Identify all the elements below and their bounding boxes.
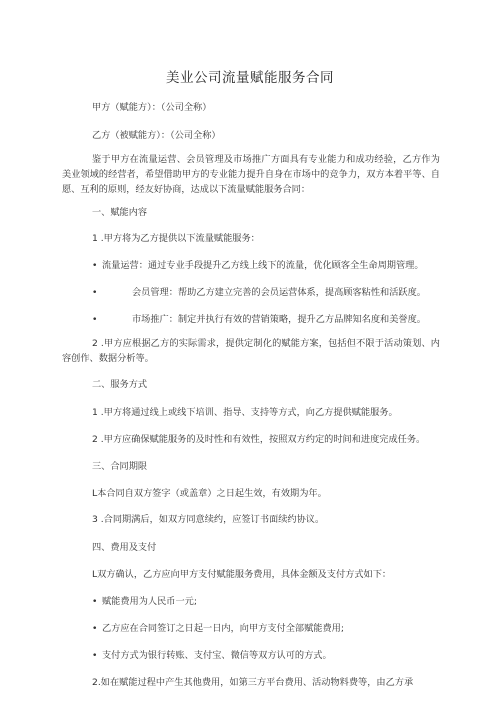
section-3-item-1: L本合同自双方签字（或盖章）之日起生效，有效期为年。 (92, 488, 327, 499)
section-1-item-1: 1 .甲方将为乙方提供以下流量赋能服务： (92, 233, 260, 244)
section-2-item-2: 2 .甲方应确保赋能服务的及时性和有效性，按照双方约定的时间和进度完成任务。 (92, 434, 426, 445)
party-a-line: 甲方（赋能方）：（公司全称） (92, 102, 212, 113)
bullet-marker: • (92, 314, 98, 325)
bullet-marker: • (92, 596, 98, 607)
bullet-text: 会员管理：帮助乙方建立完善的会员运营体系，提高顾客粘性和活跃度。 (132, 287, 426, 298)
section-1-heading: 一、赋能内容 (92, 207, 148, 218)
section-1-bullet-3 (92, 313, 426, 326)
section-1-bullet-2 (92, 286, 426, 299)
section-3-item-2: 3 .合同期满后，如双方同意续约，应签订书面续约协议。 (92, 514, 325, 525)
preamble-paragraph: 鉴于甲方在流量运营、会员管理及市场推广方面具有专业能力和成功经验，乙方作为美业领域的经营者，希望借助甲方的专业能力提升自身在市场中的竞争力，双方本着平等、自愿、互利的原则，经友好协商，达成以下流量赋能服务合同： (62, 154, 440, 195)
party-b-line: 乙方（被赋能方）：（公司全称） (92, 130, 221, 141)
section-2-item-1: 1 .甲方将通过线上或线下培训、指导、支持等方式，向乙方提供赋能服务。 (92, 407, 398, 418)
bullet-marker: • (92, 287, 98, 298)
bullet-text: 乙方应在合同签订之日起一日内，向甲方支付全部赋能费用; (102, 623, 344, 634)
section-1-item-2: 2 .甲方应根据乙方的实际需求，提供定制化的赋能方案，包括但不限于活动策划、内容创作、数据分析等。 (62, 338, 440, 364)
bullet-text: 市场推广：制定并执行有效的营销策略，提升乙方品牌知名度和美誉度。 (132, 314, 426, 325)
bullet-marker: • (92, 623, 98, 634)
section-1-bullet-1 (92, 259, 424, 272)
bullet-text: 赋能费用为人民币一元; (102, 596, 197, 607)
bullet-marker: • (92, 650, 98, 661)
bullet-text: 支付方式为银行转账、支付宝、微信等双方认可的方式。 (102, 650, 332, 661)
section-4-bullet-2 (92, 622, 344, 635)
section-3-heading: 三、合同期限 (92, 461, 148, 472)
section-4-item-2: 2.如在赋能过程中产生其他费用，如第三方平台费用、活动物料费等，由乙方承 (92, 677, 414, 688)
page-title: 美业公司流量赋能服务合同 (166, 70, 334, 86)
bullet-text: 流量运营：通过专业手段提升乙方线上线下的流量，优化顾客全生命周期管理。 (102, 260, 424, 271)
section-4-bullet-3 (92, 649, 332, 662)
bullet-marker: • (92, 260, 98, 271)
section-4-bullet-1 (92, 595, 197, 608)
section-4-heading: 四、费用及支付 (92, 542, 157, 553)
section-2-heading: 二、服务方式 (92, 379, 148, 390)
section-4-item-1: L双方确认，乙方应向甲方支付赋能服务费用，具体金额及支付方式如下： (92, 569, 392, 580)
